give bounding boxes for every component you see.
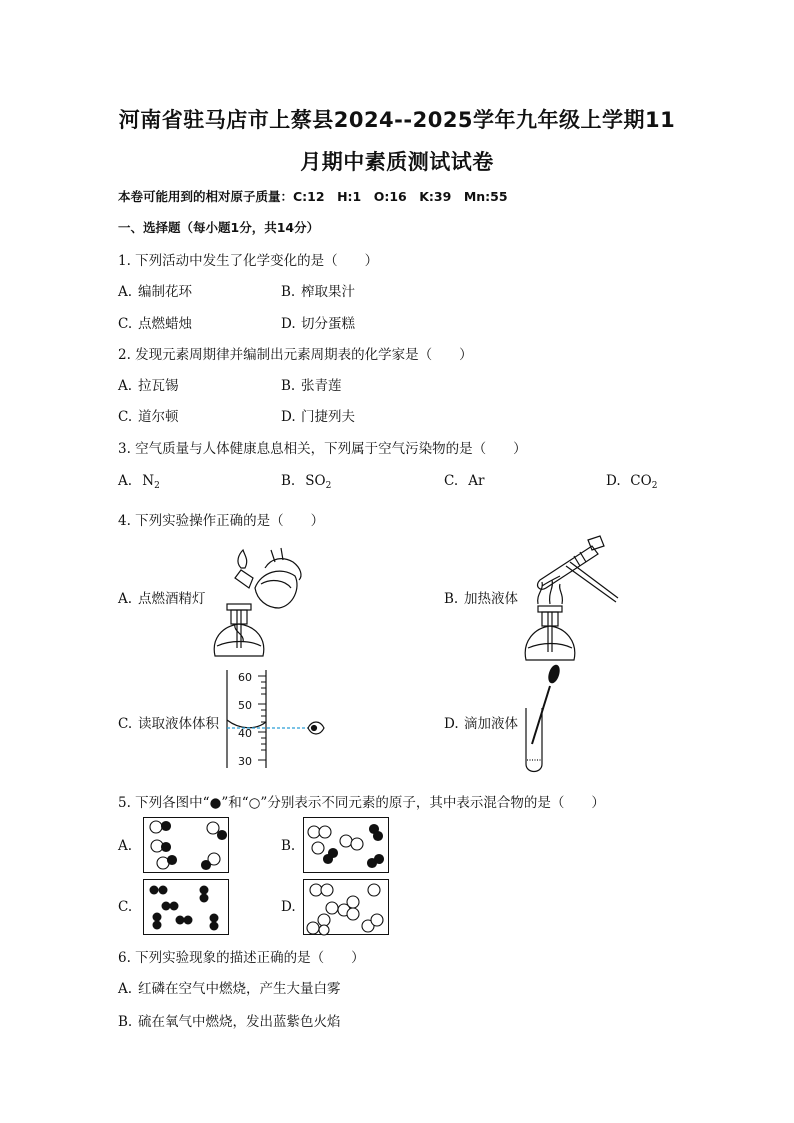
option-letter: C.	[118, 899, 133, 915]
q5-option-a-diagram[interactable]	[143, 817, 229, 873]
q6-option-a[interactable]	[118, 977, 341, 997]
tick-label-50: 50	[238, 699, 252, 712]
option-letter: A.	[118, 473, 133, 489]
option-text: 拉瓦锡	[138, 378, 179, 394]
question-5-stem: 5. 下列各图中“●”和“○”分别表示不同元素的原子，其中表示混合物的是（ ）	[118, 795, 605, 811]
option-letter: A.	[118, 284, 133, 300]
q6-option-b[interactable]	[118, 1010, 341, 1030]
q5-option-d-label[interactable]	[281, 899, 296, 915]
formula: Ar	[468, 473, 485, 489]
q1-option-a[interactable]	[118, 280, 192, 300]
atomic-masses-note: 本卷可能用到的相对原子质量：C:12 H:1 O:16 K:39 Mn:55	[118, 189, 508, 204]
formula-subscript: 2	[651, 481, 658, 491]
option-letter: D.	[444, 716, 459, 732]
dropper-illustration	[520, 664, 570, 776]
cylinder-reading-illustration	[222, 670, 332, 770]
option-letter: D.	[281, 316, 296, 332]
q1-option-c[interactable]	[118, 312, 192, 332]
q3-option-a[interactable]	[118, 473, 160, 491]
q5-option-d-diagram[interactable]	[303, 879, 389, 935]
question-1-stem: 1. 下列活动中发生了化学变化的是（ ）	[118, 253, 379, 269]
option-letter: D.	[281, 899, 296, 915]
option-text: 读取液体体积	[138, 716, 219, 732]
option-letter: D.	[606, 473, 621, 489]
option-letter: C.	[444, 473, 459, 489]
q4-option-c[interactable]	[118, 712, 219, 732]
option-text: 门捷列夫	[301, 409, 355, 425]
q3-option-b[interactable]	[281, 473, 331, 491]
option-text: 点燃酒精灯	[138, 591, 206, 607]
option-letter: B.	[281, 473, 296, 489]
option-text: 滴加液体	[464, 716, 518, 732]
q2-option-a[interactable]	[118, 374, 179, 394]
exam-title-line-1: 河南省驻马店市上蔡县2024--2025学年九年级上学期11	[118, 108, 676, 132]
option-letter: B.	[281, 378, 296, 394]
option-letter: D.	[281, 409, 296, 425]
lamp-lighting-illustration	[205, 548, 305, 668]
formula: CO	[630, 473, 652, 489]
option-letter: A.	[118, 838, 133, 854]
question-4-stem: 4. 下列实验操作正确的是（ ）	[118, 513, 325, 529]
q4-option-d[interactable]	[444, 712, 518, 732]
q5-option-c-label[interactable]	[118, 899, 132, 915]
section-heading: 一、选择题（每小题1分，共14分）	[118, 220, 320, 235]
question-6-stem: 6. 下列实验现象的描述正确的是（ ）	[118, 950, 365, 966]
q4-option-a[interactable]	[118, 587, 206, 607]
question-3-stem: 3. 空气质量与人体健康息息相关，下列属于空气污染物的是（ ）	[118, 441, 527, 457]
exam-title-line-2: 月期中素质测试试卷	[300, 150, 494, 174]
option-letter: B.	[281, 284, 296, 300]
question-2-stem: 2. 发现元素周期律并编制出元素周期表的化学家是（ ）	[118, 347, 473, 363]
formula-subscript: 2	[325, 481, 332, 491]
option-text: 加热液体	[464, 591, 518, 607]
tick-label-60: 60	[238, 671, 252, 684]
q1-option-d[interactable]	[281, 312, 355, 332]
q5-option-c-diagram[interactable]	[143, 879, 229, 935]
q4-option-b[interactable]	[444, 587, 518, 607]
formula: N	[142, 473, 155, 489]
q1-option-b[interactable]	[281, 280, 355, 300]
option-text: 硫在氧气中燃烧，发出蓝紫色火焰	[138, 1014, 341, 1030]
option-letter: B.	[444, 591, 459, 607]
option-letter: C.	[118, 409, 133, 425]
q2-option-c[interactable]	[118, 405, 179, 425]
option-letter: A.	[118, 981, 133, 997]
heating-liquid-illustration	[518, 540, 628, 665]
q2-option-d[interactable]	[281, 405, 355, 425]
q5-option-b-diagram[interactable]	[303, 817, 389, 873]
option-letter: A.	[118, 378, 133, 394]
q5-option-b-label[interactable]	[281, 838, 295, 854]
option-text: 红磷在空气中燃烧，产生大量白雾	[138, 981, 341, 997]
tick-label-40: 40	[238, 727, 252, 740]
option-text: 点燃蜡烛	[138, 316, 192, 332]
option-letter: C.	[118, 716, 133, 732]
option-text: 切分蛋糕	[301, 316, 355, 332]
option-letter: C.	[118, 316, 133, 332]
option-letter: B.	[281, 838, 296, 854]
formula: SO	[305, 473, 326, 489]
option-text: 编制花环	[138, 284, 192, 300]
option-text: 榨取果汁	[301, 284, 355, 300]
q3-option-d[interactable]	[606, 473, 657, 491]
option-text: 道尔顿	[138, 409, 179, 425]
particles-d	[304, 880, 388, 934]
option-letter: A.	[118, 591, 133, 607]
q3-option-c[interactable]	[444, 473, 485, 489]
option-letter: B.	[118, 1014, 133, 1030]
particles-b	[304, 818, 388, 872]
particles-a	[144, 818, 228, 872]
formula-subscript: 2	[154, 481, 160, 491]
tick-label-30: 30	[238, 755, 252, 768]
q5-option-a-label[interactable]	[118, 838, 132, 854]
particles-c	[144, 880, 228, 934]
option-text: 张青莲	[301, 378, 342, 394]
q2-option-b[interactable]	[281, 374, 342, 394]
